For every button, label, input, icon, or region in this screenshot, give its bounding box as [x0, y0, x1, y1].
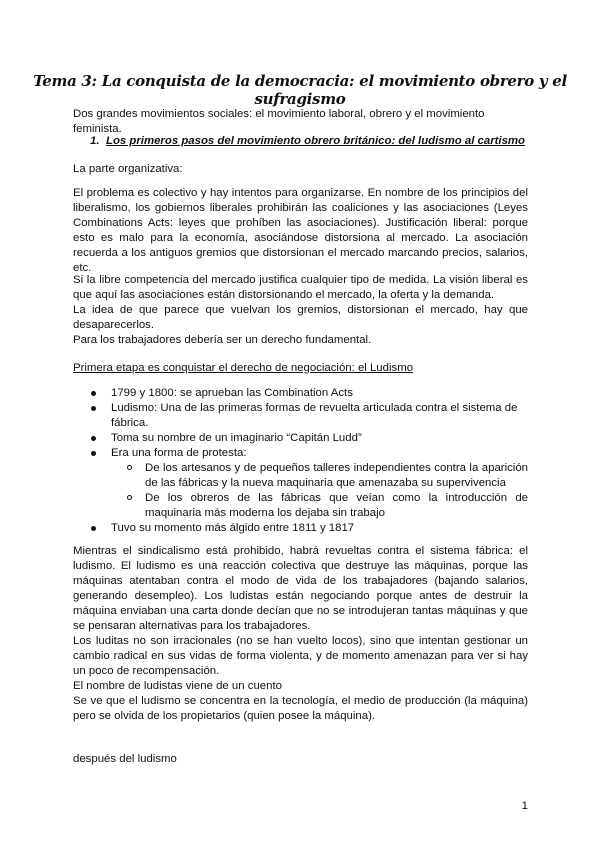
paragraph-line: Para los trabajadores debería ser un derecho fundamental.: [73, 334, 372, 346]
bullet-circle-icon: [127, 465, 132, 470]
section-number: 1.: [90, 135, 100, 147]
section-title: Los primeros pasos del movimiento obrero británico: del ludismo al cartismo: [106, 135, 526, 147]
bullet-dot-icon: [91, 436, 96, 441]
list-item: Tuvo su momento más álgido entre 1811 y 1817: [73, 521, 528, 536]
list-item: 1799 y 1800: se aprueban las Combination Acts: [73, 386, 528, 401]
bullet-dot-icon: [91, 451, 96, 456]
page-number: 1: [521, 800, 528, 812]
list-item: Ludismo: Una de las primeras formas de revuelta articulada contra el sistema de fábrica.: [73, 401, 528, 431]
bullet-circle-icon: [127, 495, 132, 500]
sub-list-item: De los artesanos y de pequeños talleres independientes contra la aparición de las fábricas y la nueva maquinaria que amenazaba su supervivencia: [111, 461, 528, 491]
paragraph-line: Los luditas no son irracionales (no se han vuelto locos), sino que intentan gestionar un cambio radical en sus vidas de forma violenta, y de momento amenazan para ver si hay un poco de recompensación.: [73, 635, 528, 677]
paragraph-line: Se ve que el ludismo se concentra en la tecnología, el medio de producción (la máquina) pero se olvida de los propietarios (quien posee la máquina).: [73, 695, 528, 722]
list-item: Era una forma de protesta: De los artesanos y de pequeños talleres independientes contra la aparición de las fábricas y la nueva maquinaria que amenazaba su supervivencia De los obreros de las fábricas que veían como la introducción de maquinaria más moderna los dejaba sin trabajo: [73, 446, 528, 521]
document-title: Tema 3: La conquista de la democracia: el movimiento obrero y el sufragismo: [33, 72, 567, 108]
bullet-dot-icon: [91, 391, 96, 396]
stage-heading: Primera etapa es conquistar el derecho de negociación: el Ludismo: [73, 362, 414, 374]
sub-bullet-list: [111, 461, 528, 521]
after-ludism-note: después del ludismo: [73, 753, 177, 765]
paragraph-liberal-view: [73, 273, 528, 348]
paragraph-prohibition: El problema es colectivo y hay intentos para organizarse. En nombre de los principios del liberalismo, los gobiernos liberales prohibirán las coaliciones y las asociaciones (Leyes Combinations Acts: leyes que prohíben las asociaciones). Justificación liberal: porque esto es malo para la economía, asociándose distorsiona al mercado. La asociación recuerda a los antiguos gremios que distorsionan el mercado marcando precios, salarios, etc.: [73, 187, 528, 274]
intro-paragraph: Dos grandes movimientos sociales: el movimiento laboral, obrero y el movimiento feminista.: [73, 108, 485, 135]
section-heading: [90, 135, 530, 147]
list-item: Toma su nombre de un imaginario “Capitán Ludd”: [73, 431, 528, 446]
sub-list-item: De los obreros de las fábricas que veían como la introducción de maquinaria más moderna los dejaba sin trabajo: [111, 491, 528, 521]
bullet-list: [73, 386, 528, 536]
paragraph-line: Si la libre competencia del mercado justifica cualquier tipo de medida. La visión liberal es que aquí las asociaciones están distorsionando el mercado, la oferta y la demanda.: [73, 274, 528, 301]
paragraph-line: El nombre de ludistas viene de un cuento: [73, 680, 282, 692]
paragraph-line: La idea de que parece que vuelvan los gremios, distorsionan el mercado, hay que desaparecerlos.: [73, 304, 528, 331]
paragraph-ludism: [73, 544, 528, 724]
paragraph-line: Mientras el sindicalismo está prohibido, habrá revueltas contra el sistema fábrica: el ludismo. El ludismo es una reacción colectiva que destruye las máquinas, porque las máquinas atentaban contra el modo de vida de los trabajadores (bajando salarios, generando desempleo). Los ludistas están negociando porque antes de destruir la máquina enviaban una carta donde decían que no se introdujeran tantas máquinas y que se pensaran alternativas para los trabajadores.: [73, 545, 528, 632]
org-label: La parte organizativa:: [73, 163, 183, 175]
bullet-dot-icon: [91, 406, 96, 411]
bullet-dot-icon: [91, 526, 96, 531]
